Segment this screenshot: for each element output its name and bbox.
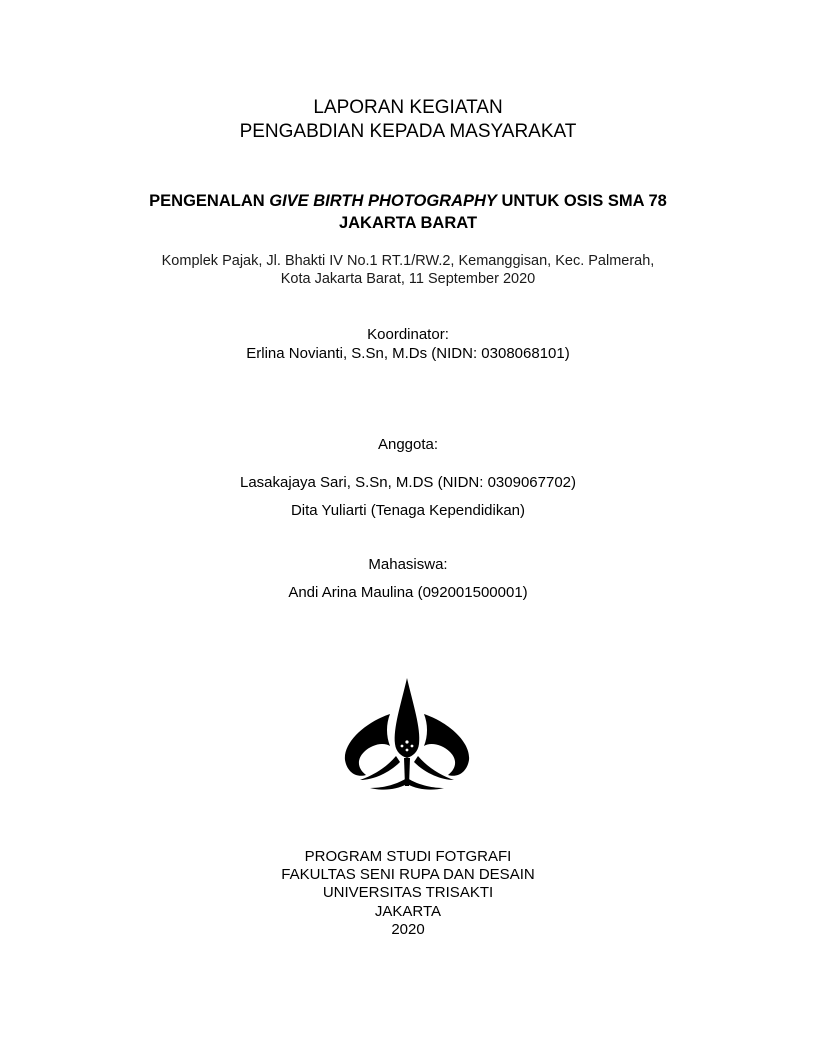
report-title-line-1: LAPORAN KEGIATAN [313,97,503,118]
location-line-2: Kota Jakarta Barat, 11 September 2020 [280,271,536,287]
institution-line: JAKARTA [374,903,442,920]
institution-line: PROGRAM STUDI FOTGRAFI [304,848,512,865]
location-line-1: Komplek Pajak, Jl. Bhakti IV No.1 RT.1/RW.2, Kemanggisan, Kec. Palmerah, [161,253,655,269]
activity-title-part-1: PENGENALAN [149,192,270,210]
activity-title-line-2: JAKARTA BARAT [338,214,478,232]
coordinator-name: Erlina Novianti, S.Sn, M.Ds (NIDN: 0308068101) [246,345,570,362]
institution-line: UNIVERSITAS TRISAKTI [322,884,494,901]
member-item: Dita Yuliarti (Tenaga Kependidikan) [290,502,526,519]
activity-title-part-2: UNTUK OSIS SMA 78 [496,192,667,210]
activity-title-italic: GIVE BIRTH PHOTOGRAPHY [269,192,497,210]
members-label: Anggota: [377,436,439,453]
report-title-line-2: PENGABDIAN KEPADA MASYARAKAT [239,121,577,142]
students-label: Mahasiswa: [368,556,448,573]
member-item: Lasakajaya Sari, S.Sn, M.DS (NIDN: 0309067702) [240,474,576,491]
activity-title-line-1 [0,192,816,211]
institution-line: 2020 [391,921,425,938]
student-item: Andi Arina Maulina (092001500001) [288,584,528,601]
university-emblem-icon [338,676,476,792]
coordinator-label: Koordinator: [367,326,449,343]
institution-line: FAKULTAS SENI RUPA DAN DESAIN [281,866,535,883]
